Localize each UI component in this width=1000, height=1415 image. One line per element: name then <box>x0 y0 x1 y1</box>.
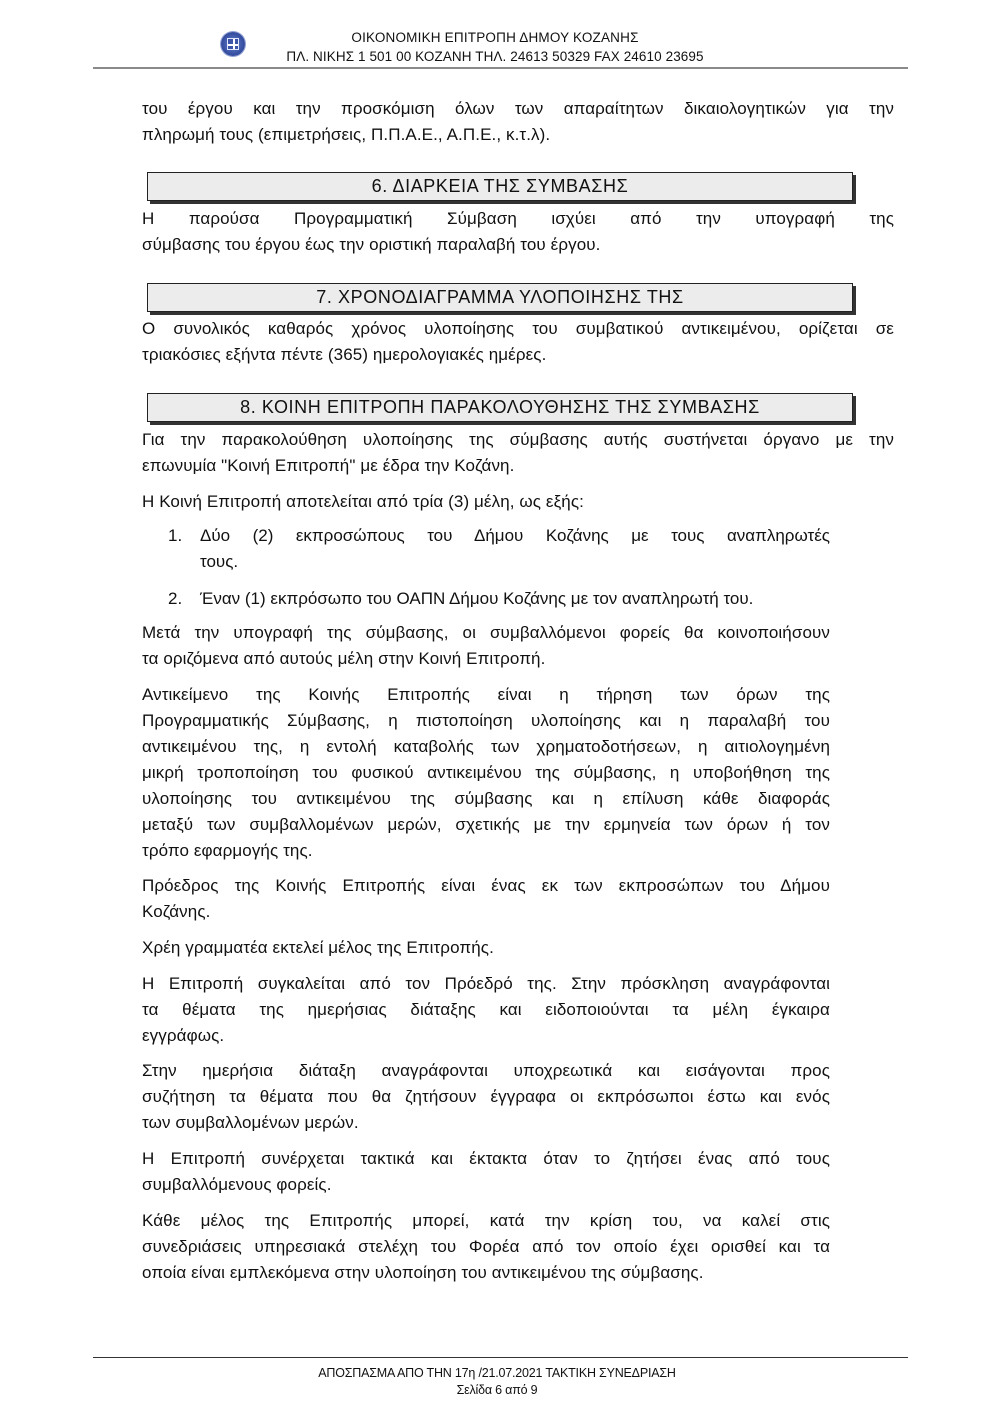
para-object-line-7: τρόπο εφαρμογής της. <box>142 841 313 860</box>
para-agenda-line-1: Στην ημερήσια διάταξη αναγράφονται υποχρεωτικά και εισάγονται προς <box>142 1061 830 1080</box>
para-object-line-1: Αντικείμενο της Κοινής Επιτροπής είναι η τήρηση των όρων της <box>142 685 830 704</box>
header-address: ΠΛ. ΝΙΚΗΣ 1 501 00 ΚΟΖΑΝΗ ΤΗΛ. 24613 50329 FAX 24610 23695 <box>286 49 704 64</box>
para-members-line-3: οποία είναι εμπλεκόμενα στην υλοποίηση του αντικειμένου της σύμβασης. <box>142 1263 704 1282</box>
page-header <box>0 0 1000 70</box>
section-6-line-1: Η παρούσα Προγραμματική Σύμβαση ισχύει από την υπογραφή της <box>142 209 894 228</box>
para-agenda-line-3: των συμβαλλομένων μερών. <box>142 1113 359 1132</box>
section-6-heading: 6. ΔΙΑΡΚΕΙΑ ΤΗΣ ΣΥΜΒΑΣΗΣ <box>147 172 853 201</box>
para-convene-line-2: τα θέματα της ημερήσιας διάταξης και ειδοποιούνται τα μέλη έγκαιρα <box>142 1000 830 1019</box>
para-object-line-3: αντικειμένου της, η εντολή καταβολής των χρηματοδοτήσεων, η αιτιολογημένη <box>142 737 830 756</box>
section-8-line-1: Για την παρακολούθηση υλοποίησης της σύμβασης αυτής συστήνεται όργανο με την <box>142 430 894 449</box>
section-7-heading: 7. ΧΡΟΝΟΔΙΑΓΡΑΜΜΑ ΥΛΟΠΟΙΗΣΗΣ ΤΗΣ <box>147 283 853 312</box>
intro-line-1: του έργου και την προσκόμιση όλων των απαραίτητων δικαιολογητικών για την <box>142 99 894 118</box>
section-7-line-2: τριακόσιες εξήντα πέντε (365) ημερολογιακές ημέρες. <box>142 345 547 364</box>
list-text-line-1: Έναν (1) εκπρόσωπο του ΟΑΠΝ Δήμου Κοζάνης με τον αναπληρωτή του. <box>200 589 754 608</box>
para-meets-line-1: Η Επιτροπή συνέρχεται τακτικά και έκτακτα όταν το ζητήσει ένας από τους <box>142 1149 830 1168</box>
section-6-line-2: σύμβασης του έργου έως την οριστική παραλαβή του έργου. <box>142 235 601 254</box>
para-convene-line-1: Η Επιτροπή συγκαλείται από τον Πρόεδρό της. Στην πρόσκληση αναγράφονται <box>142 974 830 993</box>
page-number: Σελίδα 6 από 9 <box>456 1383 538 1397</box>
para-object-line-2: Προγραμματικής Σύμβασης, η πιστοποίηση υλοποίησης και η παραλαβή του <box>142 711 830 730</box>
para-meets-line-2: συμβαλλόμενους φορείς. <box>142 1175 332 1194</box>
list-text-line-2: τους. <box>200 552 239 571</box>
para-object-line-4: μικρή τροποποίηση του φυσικού αντικειμένου της σύμβασης, η υποβοήθηση της <box>142 763 830 782</box>
para-notify-line-2: τα οριζόμενα από αυτούς μέλη στην Κοινή Επιτροπή. <box>142 649 546 668</box>
footer-divider <box>93 1357 908 1358</box>
section-8-line-2: επωνυμία "Κοινή Επιτροπή" με έδρα την Κοζάνη. <box>142 456 515 475</box>
para-secretary: Χρέη γραμματέα εκτελεί μέλος της Επιτροπής. <box>142 938 494 957</box>
section-7-line-1: Ο συνολικός καθαρός χρόνος υλοποίησης του συμβατικού αντικειμένου, ορίζεται σε <box>142 319 894 338</box>
list-number: 1. <box>168 526 183 545</box>
para-notify-line-1: Μετά την υπογραφή της σύμβασης, οι συμβαλλόμενοι φορείς θα κοινοποιήσουν <box>142 623 830 642</box>
greek-coat-of-arms-icon <box>221 32 245 56</box>
list-text-line-1: Δύο (2) εκπροσώπους του Δήμου Κοζάνης με τους αναπληρωτές <box>200 526 830 545</box>
para-convene-line-3: εγγράφως. <box>142 1026 225 1045</box>
header-organization: ΟΙΚΟΝΟΜΙΚΗ ΕΠΙΤΡΟΠΗ ΔΗΜΟΥ ΚΟΖΑΝΗΣ <box>351 30 639 45</box>
list-number: 2. <box>168 589 183 608</box>
header-divider <box>93 67 908 69</box>
para-agenda-line-2: συζήτηση τα θέματα που θα ζητήσουν έγγραφα οι εκπρόσωποι έστω και ενός <box>142 1087 830 1106</box>
para-object-line-6: μεταξύ των συμβαλλομένων μερών, σχετικής με την ερμηνεία των όρων ή τον <box>142 815 830 834</box>
para-members-line-1: Κάθε μέλος της Επιτροπής μπορεί, κατά την κρίση του, να καλεί στις <box>142 1211 830 1230</box>
committee-composition: Η Κοινή Επιτροπή αποτελείται από τρία (3) μέλη, ως εξής: <box>142 492 584 511</box>
list-item <box>168 523 830 575</box>
para-president-line-2: Κοζάνης. <box>142 902 211 921</box>
list-item <box>168 586 830 612</box>
section-8-heading: 8. ΚΟΙΝΗ ΕΠΙΤΡΟΠΗ ΠΑΡΑΚΟΛΟΥΘΗΣΗΣ ΤΗΣ ΣΥΜΒΑΣΗΣ <box>147 393 853 422</box>
para-members-line-2: συνεδριάσεις υπηρεσιακά στελέχη του Φορέα από τον οποίο έχει ορισθεί και τα <box>142 1237 830 1256</box>
para-object-line-5: υλοποίησης του αντικειμένου της σύμβασης και η επίλυση κάθε διαφοράς <box>142 789 830 808</box>
intro-line-2: πληρωμή τους (επιμετρήσεις, Π.Π.Α.Ε., Α.Π.Ε., κ.τ.λ). <box>142 125 551 144</box>
para-president-line-1: Πρόεδρος της Κοινής Επιτροπής είναι ένας εκ των εκπροσώπων του Δήμου <box>142 876 830 895</box>
footer-extract-title: ΑΠΟΣΠΑΣΜΑ ΑΠΟ ΤΗΝ 17η /21.07.2021 ΤΑΚΤΙΚΗ ΣΥΝΕΔΡΙΑΣΗ <box>318 1366 676 1380</box>
